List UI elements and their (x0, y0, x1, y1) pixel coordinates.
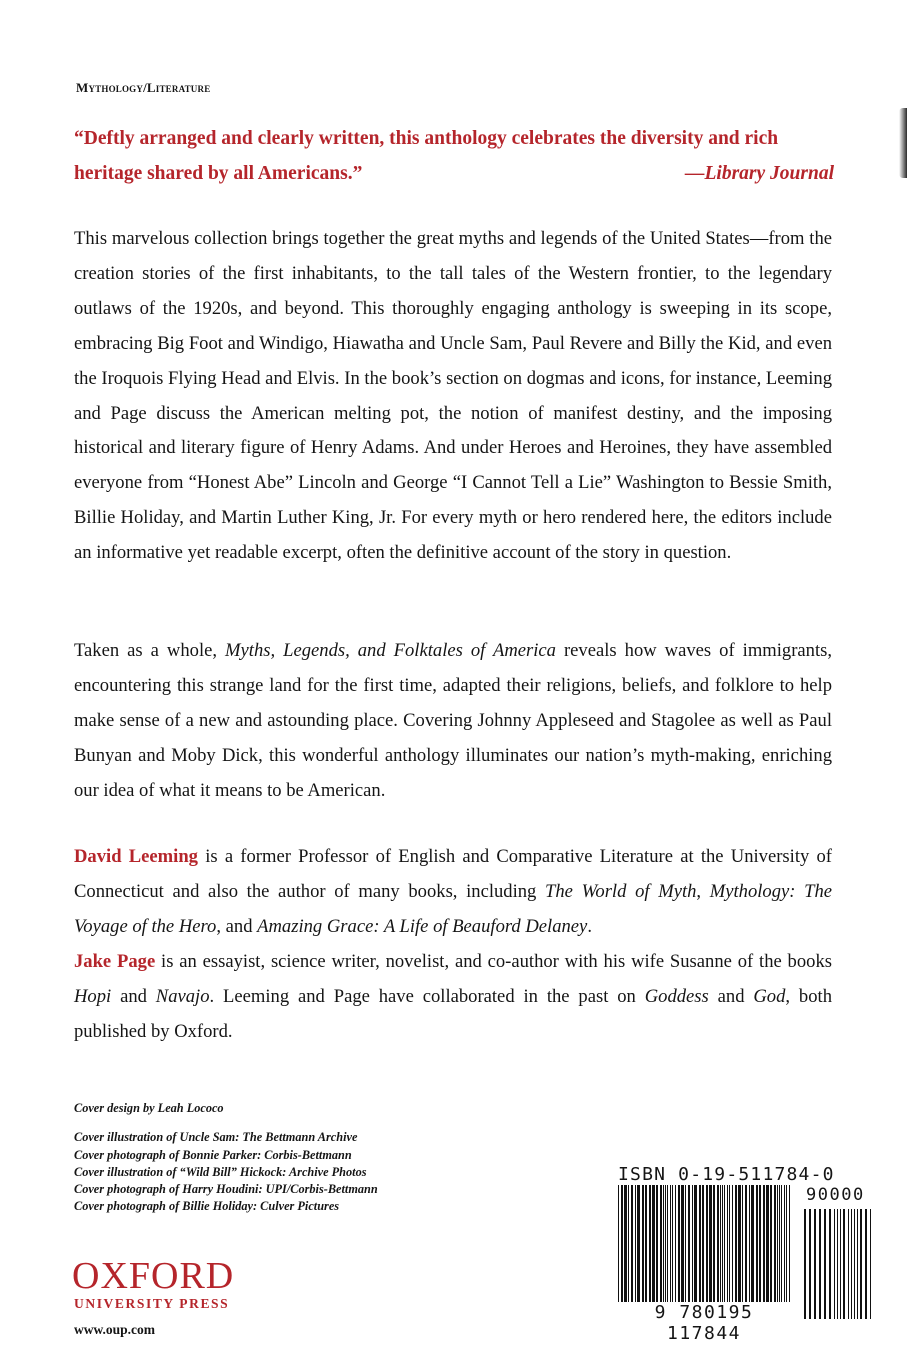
leeming-book-2: Mythology: The Voyage of the Hero (74, 880, 833, 937)
leeming-bio-text: is a former Professor of English and Comparative Literature at the University of Connecticut and also the author of many books, including (74, 846, 832, 902)
barcode-bar (784, 1185, 785, 1303)
price-barcode-bar (865, 1209, 867, 1319)
barcode-bar (694, 1185, 697, 1303)
barcode-bar (631, 1185, 633, 1303)
author-name-page: Jake Page (74, 950, 156, 972)
price-barcode-bar (837, 1209, 838, 1319)
leeming-book-3: Amazing Grace: A Life of Beauford Delaney (257, 915, 588, 937)
barcode-bar (774, 1185, 776, 1303)
barcode-bar (637, 1185, 640, 1303)
barcode-bar (779, 1185, 780, 1303)
barcode-bar (756, 1185, 758, 1303)
barcode-bar (685, 1185, 686, 1303)
price-barcode-bar (848, 1209, 849, 1319)
ean-number: 9 780195 117844 (616, 1302, 792, 1344)
barcode-bar (692, 1185, 693, 1303)
barcode-bar (652, 1185, 655, 1303)
price-barcode-bar (870, 1209, 871, 1319)
barcode-bar (729, 1185, 730, 1303)
barcode-bar (751, 1185, 754, 1303)
page-edge-shadow (899, 108, 907, 178)
barcode-bar (642, 1185, 644, 1303)
credit-line: Cover photograph of Bonnie Parker: Corbis-Bettmann (74, 1147, 352, 1162)
price-barcode-bar (824, 1209, 826, 1319)
publisher-logo: OXFORD (72, 1255, 235, 1297)
price-barcode-bar (860, 1209, 862, 1319)
price-barcode-bar (809, 1209, 811, 1319)
publisher-website: www.oup.com (74, 1322, 156, 1337)
barcode-bar (672, 1185, 673, 1303)
barcode-bar (738, 1185, 741, 1303)
barcode-bar (621, 1185, 623, 1313)
barcode-bar (665, 1185, 666, 1303)
barcode-bar (706, 1185, 708, 1313)
barcode-bar (628, 1185, 629, 1303)
p2-rest: reveals how waves of immigrants, encountering this strange land for the first time, adapted their religions, beliefs, and folklore to help make sense of a new and astounding place. Covering Johnny Appleseed and Stagolee as well as Paul Bunyan and Moby Dick, this wonderful anthology illuminates our nation’s myth-making, enriching our idea of what it means to be American. (74, 640, 832, 801)
barcode-bar (786, 1185, 787, 1303)
barcode-bar (675, 1185, 676, 1303)
leeming-book-1: The World of Myth (545, 880, 697, 902)
barcode-bar (688, 1185, 690, 1303)
credit-line: Cover photograph of Billie Holiday: Culver Pictures (74, 1199, 340, 1214)
review-quote-text: “Deftly arranged and clearly written, this anthology celebrates the diversity and rich heritage shared by all Americans.” (74, 128, 779, 184)
barcode-bar (720, 1185, 721, 1303)
price-barcode-bar (857, 1209, 858, 1319)
barcode-bar (624, 1185, 627, 1303)
book-title: Myths, Legends, and Folktales of America (225, 640, 556, 661)
price-barcode-bar (851, 1209, 852, 1319)
barcode-bar (777, 1185, 778, 1303)
barcode-bar (649, 1185, 651, 1303)
barcode-bar (645, 1185, 647, 1303)
barcode-bar (702, 1185, 704, 1303)
barcode-bar (789, 1185, 790, 1313)
barcode-bar (759, 1185, 761, 1303)
barcode-bar (667, 1185, 668, 1303)
review-quote (74, 121, 834, 191)
barcode-bar (727, 1185, 728, 1303)
barcode-bar (732, 1185, 733, 1303)
description-paragraph-2 (74, 634, 832, 809)
leeming-end: . (587, 915, 592, 937)
page-bio-text-3: , both published by Oxford. (74, 985, 832, 1042)
barcode-bar (656, 1185, 658, 1303)
leeming-sep-2: , and (216, 915, 258, 937)
p2-intro: Taken as a whole, (74, 640, 226, 661)
price-barcode-bar (840, 1209, 841, 1319)
publisher-subtitle: UNIVERSITY PRESS (74, 1296, 230, 1311)
author-name-leeming: David Leeming (74, 846, 198, 867)
barcode-bar (678, 1185, 680, 1303)
author-bios (74, 840, 832, 1049)
price-barcode-bar (854, 1209, 855, 1319)
barcode-bar (749, 1185, 750, 1303)
price-barcode-bar (829, 1209, 831, 1319)
price-barcode-bar (819, 1209, 821, 1319)
page-book-4: God (753, 985, 786, 1007)
page-book-1: Hopi (74, 985, 112, 1007)
isbn-label: ISBN 0-19-511784-0 (618, 1164, 835, 1185)
barcode-bar (709, 1185, 712, 1303)
price-barcode-bar (834, 1209, 835, 1319)
price-barcode-bar (814, 1209, 816, 1319)
credit-line: Cover design by Leah Lococo (74, 1101, 224, 1115)
price-code: 90000 (806, 1185, 865, 1205)
price-barcode-bar (804, 1209, 806, 1319)
page-bio-text-2: . Leeming and Page have collaborated in the past on (209, 985, 645, 1007)
barcode-bar (766, 1185, 769, 1303)
barcode-bar (742, 1185, 743, 1303)
barcode-bar (717, 1185, 719, 1303)
page-book-3: Goddess (644, 985, 709, 1007)
barcode-bar (660, 1185, 662, 1303)
cover-credits (74, 1100, 378, 1216)
barcode-bar (722, 1185, 723, 1303)
barcode-bar (763, 1185, 765, 1303)
page-and: and (111, 985, 156, 1007)
credit-line: Cover photograph of Harry Houdini: UPI/Corbis-Bettmann (74, 1182, 378, 1197)
barcode-bar (770, 1185, 772, 1303)
review-attribution: —Library Journal (685, 163, 834, 184)
leeming-sep-1: , (696, 880, 710, 902)
barcode (616, 1185, 874, 1345)
credit-line: Cover illustration of Uncle Sam: The Bettmann Archive (74, 1130, 358, 1145)
barcode-bar (781, 1185, 782, 1303)
barcode-bar (670, 1185, 671, 1303)
category-label: Mythology/Literature (76, 80, 211, 95)
barcode-bar (713, 1185, 715, 1303)
barcode-bar (699, 1185, 701, 1303)
credit-line: Cover illustration of “Wild Bill” Hickock: Archive Photos (74, 1164, 367, 1179)
page-and-2: and (708, 985, 754, 1007)
barcode-bar (724, 1185, 725, 1303)
page-book-2: Navajo (155, 985, 210, 1007)
description-paragraph-1: This marvelous collection brings together the great myths and legends of the United States—from the creation stories of the first inhabitants, to the tall tales of the Western frontier, to the legendary outlaws of the 1920s, and beyond. This thoroughly engaging anthology is sweeping in its scope, embracing Big Foot and Windigo, Hiawatha and Uncle Sam, Paul Revere and Billy the Kid, and even the Iroquois Flying Head and Elvis. In the book’s section on dogmas and icons, for instance, Leeming and Page discuss the American melting pot, the notion of manifest destiny, and the imposing historical and literary figure of Henry Adams. And under Heroes and Heroines, they have assembled everyone from “Honest Abe” Lincoln and George “I Cannot Tell a Lie” Washington to Bessie Smith, Billie Holiday, and Martin Luther King, Jr. For every myth or hero rendered here, the editors include an informative yet readable excerpt, often the definitive account of the story in question. (74, 228, 832, 564)
barcode-bar (745, 1185, 747, 1303)
barcode-bar (618, 1185, 619, 1313)
barcode-bar (735, 1185, 737, 1303)
barcode-bar (663, 1185, 664, 1303)
price-barcode-bar (843, 1209, 845, 1319)
page-bio-text-1: is an essayist, science writer, novelist, and co-author with his wife Susanne of the books (155, 950, 832, 972)
barcode-bar (635, 1185, 636, 1303)
barcode-bar (681, 1185, 684, 1303)
